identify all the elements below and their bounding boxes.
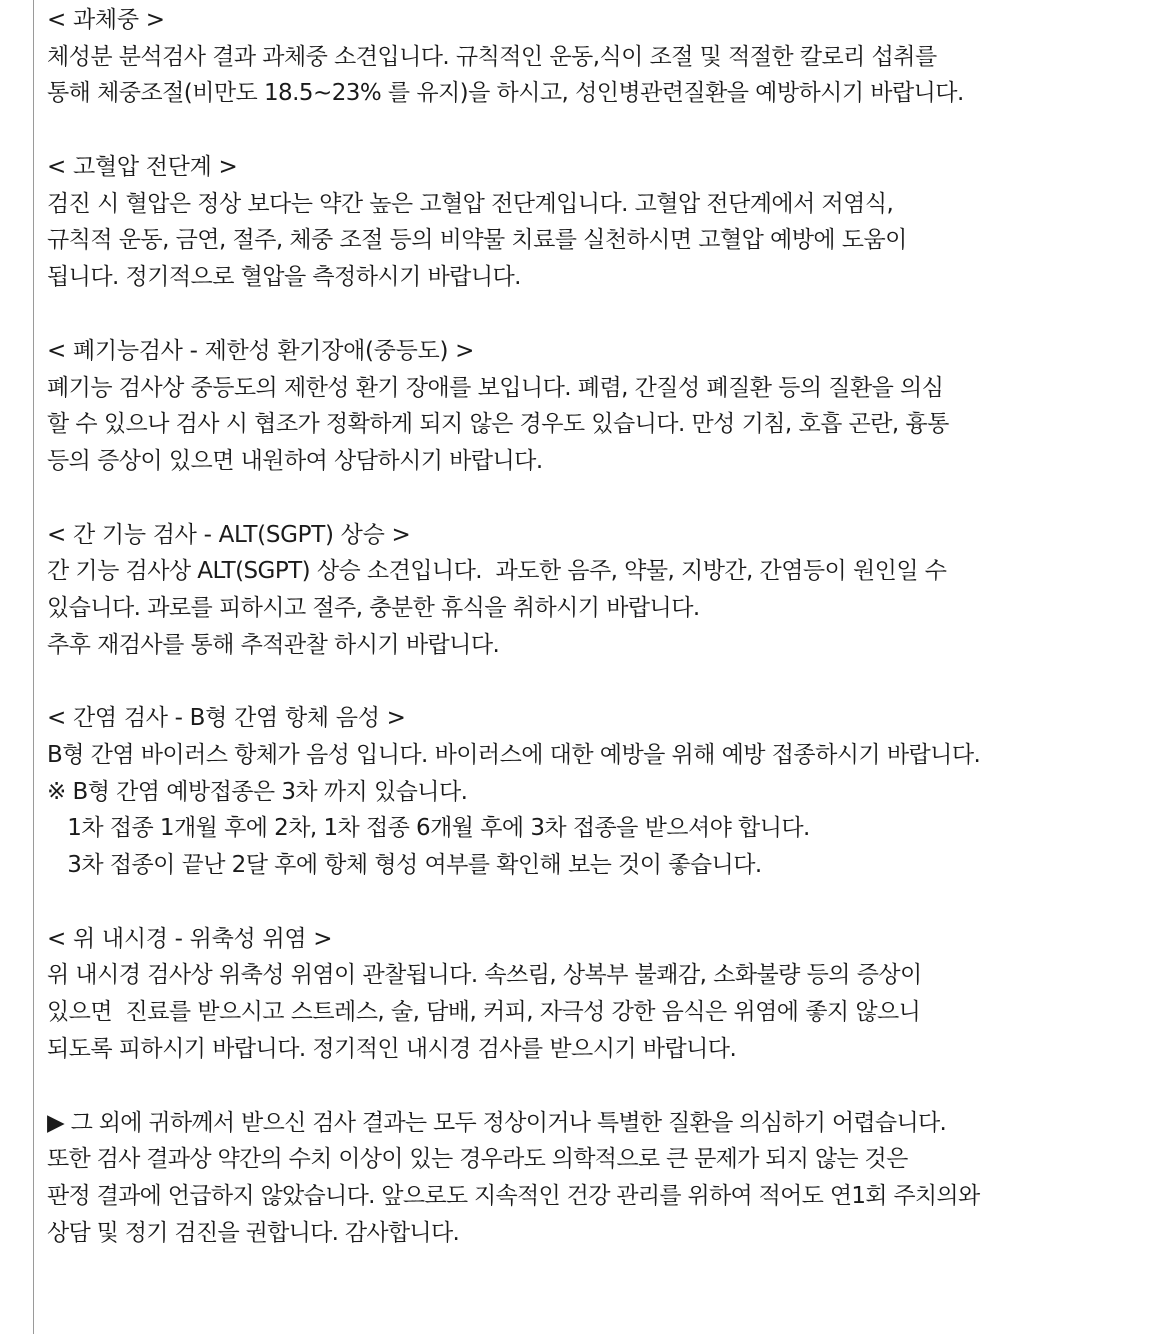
section-text-line: 3차 접종이 끝난 2달 후에 항체 형성 여부를 확인해 보는 것이 좋습니다. [47,852,762,879]
section-text-line: 됩니다. 정기적으로 혈압을 측정하시기 바랍니다. [47,264,521,291]
section-text-line: 되도록 피하시기 바랍니다. 정기적인 내시경 검사를 받으시기 바랍니다. [47,1035,737,1062]
section-text-line: ※ B형 간염 예방접종은 3차 까지 있습니다. [47,778,468,805]
section-prehypertension [47,149,1165,296]
section-text-line: 추후 재검사를 통해 추적관찰 하시기 바랍니다. [47,631,500,658]
section-text-line: 검진 시 혈압은 정상 보다는 약간 높은 고혈압 전단계입니다. 고혈압 전단계에서 저염식, [47,190,894,217]
section-text-line: 간 기능 검사상 ALT(SGPT) 상승 소견입니다. 과도한 음주, 약물, 지방간, 간염등이 원인일 수 [47,558,947,585]
section-text-line: 할 수 있으나 검사 시 협조가 정확하게 되지 않은 경우도 있습니다. 만성 기침, 호흡 곤란, 흉통 [47,411,949,438]
left-border-line [33,0,34,1334]
section-lung-function [47,333,1165,480]
section-text-line: 있습니다. 과로를 피하시고 절주, 충분한 휴식을 취하시기 바랍니다. [47,594,700,621]
section-text-line: 통해 체중조절(비만도 18.5~23% 를 유지)을 하시고, 성인병관련질환을 예방하시기 바랍니다. [47,80,964,107]
section-text-line: 체성분 분석검사 결과 과체중 소견입니다. 규칙적인 운동,식이 조절 및 적절한 칼로리 섭취를 [47,43,937,70]
closing-text-line: 판정 결과에 언급하지 않았습니다. 앞으로도 지속적인 건강 관리를 위하여 적어도 연1회 주치의와 [47,1182,980,1209]
section-text-line: 1차 접종 1개월 후에 2차, 1차 접종 6개월 후에 3차 접종을 받으셔야 합니다. [47,815,810,842]
section-heading: < 간염 검사 - B형 간염 항체 음성 > [47,705,406,732]
closing-text-line: ▶ 그 외에 귀하께서 받으신 검사 결과는 모두 정상이거나 특별한 질환을 의심하기 어렵습니다. [47,1109,947,1136]
closing-text-line: 상담 및 정기 검진을 권합니다. 감사합니다. [47,1219,460,1246]
health-report-text [47,2,1165,1288]
section-heading: < 고혈압 전단계 > [47,154,238,181]
section-overweight [47,2,1165,112]
section-text-line: 규칙적 운동, 금연, 절주, 체중 조절 등의 비약물 치료를 실천하시면 고혈압 예방에 도움이 [47,227,907,254]
closing-text-line: 또한 검사 결과상 약간의 수치 이상이 있는 경우라도 의학적으로 큰 문제가 되지 않는 것은 [47,1146,908,1173]
section-endoscopy [47,921,1165,1068]
section-text-line: 위 내시경 검사상 위축성 위염이 관찰됩니다. 속쓰림, 상복부 불쾌감, 소화불량 등의 증상이 [47,962,922,989]
section-heading: < 과체중 > [47,7,165,33]
section-hepatitis [47,700,1165,883]
section-text-line: B형 간염 바이러스 항체가 음성 입니다. 바이러스에 대한 예방을 위해 예방 접종하시기 바랍니다. [47,742,981,768]
closing-summary [47,1105,1165,1252]
section-liver-function [47,517,1165,664]
section-text-line: 등의 증상이 있으면 내원하여 상담하시기 바랍니다. [47,447,543,474]
section-text-line: 있으면 진료를 받으시고 스트레스, 술, 담배, 커피, 자극성 강한 음식은 위염에 좋지 않으니 [47,999,921,1026]
section-heading: < 간 기능 검사 - ALT(SGPT) 상승 > [47,521,411,548]
section-heading: < 위 내시경 - 위축성 위염 > [47,925,333,952]
section-heading: < 폐기능검사 - 제한성 환기장애(중등도) > [47,337,475,364]
section-text-line: 폐기능 검사상 중등도의 제한성 환기 장애를 보입니다. 폐렴, 간질성 폐질환 등의 질환을 의심 [47,374,944,401]
